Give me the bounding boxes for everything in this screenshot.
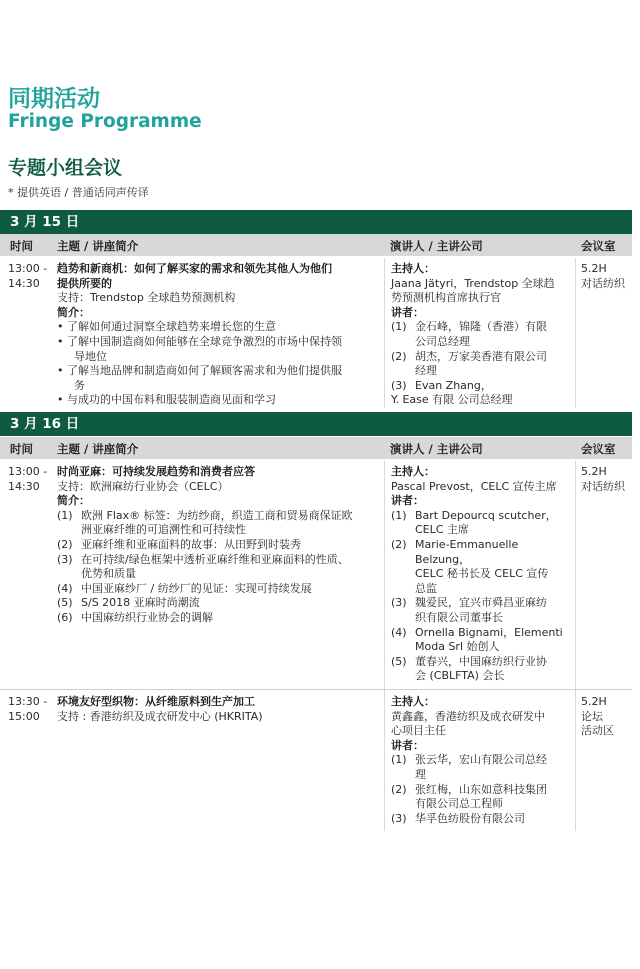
speaker-item: (4) Ornella Bignami，Elementi Moda Srl 始创人 [391, 625, 563, 654]
col-topic: 主题 / 讲座简介 [57, 442, 139, 456]
day-band-march-16: 3 月 16 日 [0, 412, 632, 436]
col-topic: 主题 / 讲座简介 [57, 239, 139, 253]
page-title-english: Fringe Programme [8, 111, 202, 132]
list-item: • 了解当地品牌和制造商如何了解顾客需求和为他们提供服 务 [57, 364, 342, 392]
col-speaker: 演讲人 / 主讲公司 [390, 239, 483, 253]
column-divider [384, 461, 385, 831]
session-support: 支持：欧洲麻纺行业协会（CELC） [57, 479, 229, 493]
session-speakers: 主持人： 黄鑫鑫，香港纺织及成衣研发中 心项目主任 讲者： (1) 张云华，宏山有限公司总经 理 (2) 张红梅，山东如意科技集团 有限公司总工程师 (3) 华孚色纺股份有限公司 [391, 695, 571, 826]
list-item: (5) S/S 2018 亚麻时尚潮流 [57, 596, 200, 610]
interpretation-note: * 提供英语 / 普通话同声传译 [8, 186, 149, 199]
table-header-day1 [0, 234, 632, 256]
list-item: (3) 在可持续/绿色框架中透析亚麻纤维和亚麻面料的性质、 优势和质量 [57, 552, 349, 581]
col-time: 时间 [10, 442, 33, 456]
col-time: 时间 [10, 239, 33, 253]
session-title: 时尚亚麻：可持续发展趋势和消费者应答 [57, 465, 255, 478]
session-room: 5.2H 对话纺织 [581, 262, 625, 290]
session-speakers: 主持人： Jaana Jätyri，Trendstop 全球趋 势预测机构首席执行官 讲者： (1) 金石峰，锦隆（香港）有限 公司总经理 (2) 胡杰，万家美香港有限公司 经理 (3) Evan Zhang， Y. Ease 有限 公司总经理 [391, 262, 571, 408]
speaker-item: (3) 华孚色纺股份有限公司 [391, 811, 525, 825]
host-name: 黄鑫鑫，香港纺织及成衣研发中 [391, 709, 545, 723]
section-title: 专题小组会议 [8, 157, 123, 179]
column-divider [575, 461, 576, 831]
session-time: 13:30 - 15:00 [8, 695, 48, 723]
speaker-item: (2) 胡杰，万家美香港有限公司 经理 [391, 349, 547, 378]
session-support: 支持 : 香港纺织及成衣研发中心 (HKRITA) [57, 709, 263, 723]
list-item: • 了解中国制造商如何能够在全球竞争激烈的市场中保持领 导地位 [57, 334, 342, 363]
session-speakers: 主持人： Pascal Prevost，CELC 宣传主席 讲者： (1) Bart Depourcq scutcher， CELC 主席 (2) Marie-Emmanuelle Belzung， CELC 秘书长及 CELC 宣传 总监 (3) 魏爱民，宜兴市舜昌亚麻纺 织有限公司董事长 (4) Ornella Bignami，Elementi Moda Srl 始创人 (5) 董春兴，中国麻纺织行业协 会 (CBLFTA) 会长 [391, 465, 571, 684]
speaker-item: (5) 董春兴，中国麻纺织行业协 会 (CBLFTA) 会长 [391, 654, 547, 683]
list-item: (1) 欧洲 Flax® 标签：为纺纱商，织造工商和贸易商保证欧 洲亚麻纤维的可追溯性和可持续性 [57, 508, 353, 537]
page-title: 同期活动 [8, 86, 100, 112]
speaker-item: (2) 张红梅，山东如意科技集团 有限公司总工程师 [391, 782, 547, 811]
speaker-item: (3) Evan Zhang， [391, 378, 492, 392]
session-title: 趋势和新商机：如何了解买家的需求和领先其他人为他们 [57, 262, 332, 275]
row-separator [0, 689, 632, 690]
col-room: 会议室 [581, 239, 616, 253]
session-room: 5.2H 对话纺织 [581, 465, 625, 493]
list-item: (6) 中国麻纺织行业协会的调解 [57, 610, 213, 624]
col-speaker: 演讲人 / 主讲公司 [390, 442, 483, 456]
session-time: 13:00 - 14:30 [8, 465, 48, 493]
column-divider [575, 258, 576, 408]
session-topic: 时尚亚麻：可持续发展趋势和消费者应答 支持：欧洲麻纺行业协会（CELC） 简介： (1) 欧洲 Flax® 标签：为纺纱商，织造工商和贸易商保证欧 洲亚麻纤维的可追溯性和可持续性 (2) 亚麻纤维和亚麻面料的故事：从田野到时装秀 (3) 在可持续/绿色框架中透析亚麻纤维和亚麻面料的性质、 优势和质量 (4) 中国亚麻纱厂 / 纺纱厂的见证：实现可持续发展 (5) S/S 2018 亚麻时尚潮流 (6) 中国麻纺织行业协会的调解 [57, 465, 379, 626]
table-header-day2 [0, 437, 632, 459]
session-time: 13:00 - 14:30 [8, 262, 48, 290]
speaker-item: (3) 魏爱民，宜兴市舜昌亚麻纺 织有限公司董事长 [391, 596, 547, 624]
list-item: (4) 中国亚麻纱厂 / 纺纱厂的见证：实现可持续发展 [57, 581, 312, 595]
list-item: • 与成功的中国布料和服装制造商见面和学习 [57, 393, 276, 407]
host-name: Jaana Jätyri，Trendstop 全球趋 [391, 276, 555, 290]
speaker-item: (1) Bart Depourcq scutcher， CELC 主席 [391, 508, 557, 537]
session-room: 5.2H 论坛 活动区 [581, 695, 614, 738]
list-item: • 了解如何通过洞察全球趋势来增长您的生意 [57, 320, 276, 334]
speaker-item: (1) 张云华，宏山有限公司总经 理 [391, 753, 547, 781]
column-divider [384, 258, 385, 408]
col-room: 会议室 [581, 442, 616, 456]
list-item: (2) 亚麻纤维和亚麻面料的故事：从田野到时装秀 [57, 537, 301, 551]
session-topic [57, 695, 379, 724]
speaker-item: (2) Marie-Emmanuelle Belzung， CELC 秘书长及 CELC 宣传 总监 [391, 537, 549, 595]
day-band-march-15: 3 月 15 日 [0, 210, 632, 234]
session-support: 支持：Trendstop 全球趋势预测机构 [57, 291, 236, 305]
host-name: Pascal Prevost，CELC 宣传主席 [391, 479, 557, 493]
session-title: 环境友好型织物：从纤维原料到生产加工 [57, 695, 255, 708]
session-topic: 趋势和新商机：如何了解买家的需求和领先其他人为他们 提供所要的 支持：Trendstop 全球趋势预测机构 简介： • 了解如何通过洞察全球趋势来增长您的生意 • 了解中国制造商如何能够在全球竞争激烈的市场中保持领 导地位 • 了解当地品牌和制造商如何了解顾客需求和为他们提供服 务 • 与成功的中国布料和服装制造商见面和学习 [57, 262, 379, 408]
speaker-item: (1) 金石峰，锦隆（香港）有限 公司总经理 [391, 320, 547, 348]
